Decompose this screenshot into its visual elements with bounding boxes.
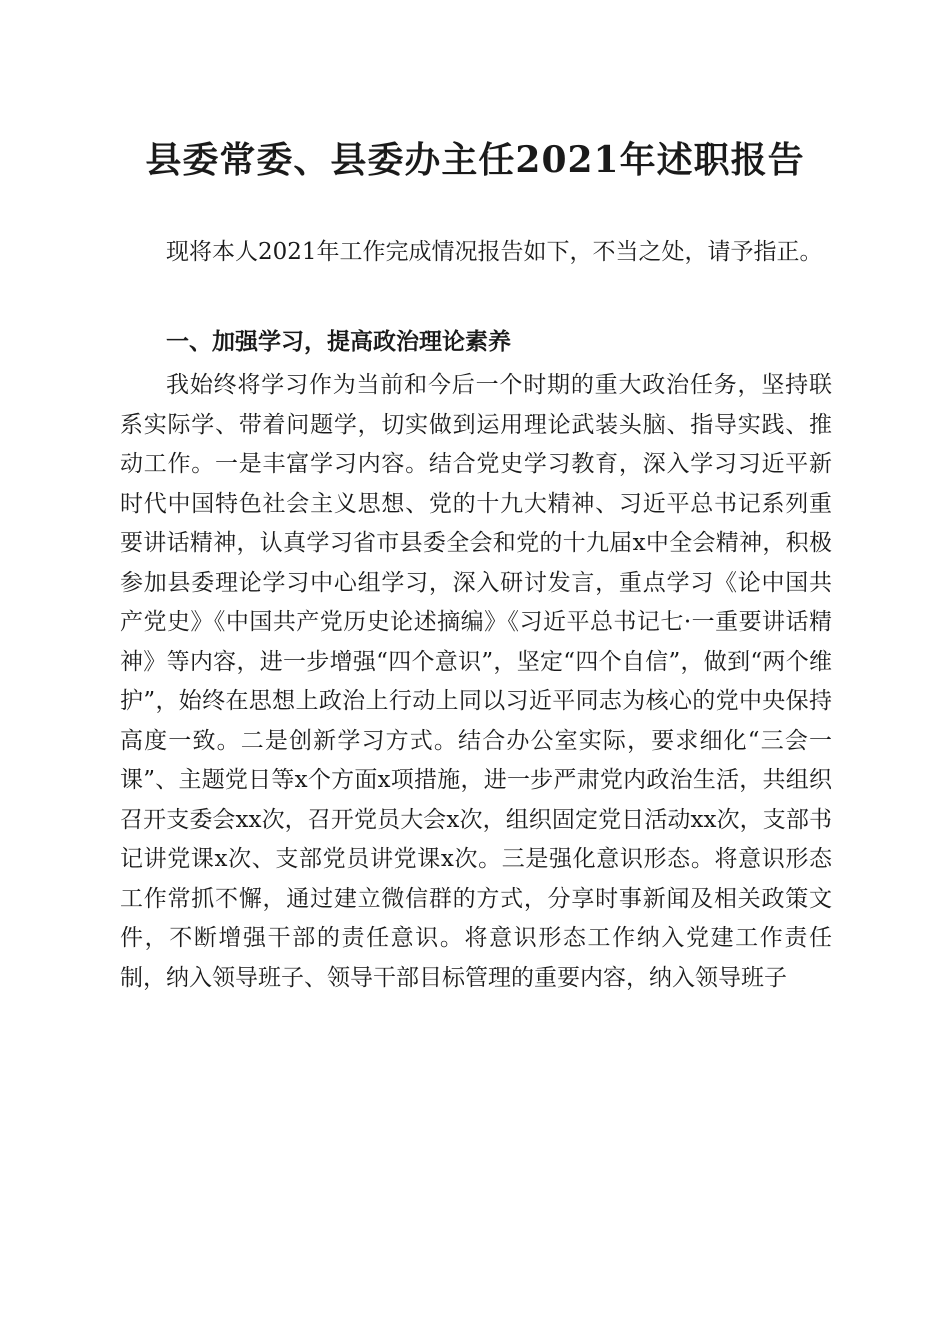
intro-paragraph: 现将本人2021年工作完成情况报告如下，不当之处，请予指正。 <box>166 239 823 265</box>
section-heading: 一、加强学习，提高政治理论素养 <box>166 329 511 355</box>
section-paragraph: 我始终将学习作为当前和今后一个时期的重大政治任务，坚持联系实际学、带着问题学，切实做到运用理论武装头脑、指导实践、推动工作。一是丰富学习内容。结合党史学习教育，深入学习习近平新时代中国特色社会主义思想、党的十九大精神、习近平总书记系列重要讲话精神，认真学习省市县委全会和党的十九届x中全会精神，积极参加县委理论学习中心组学习，深入研讨发言，重点学习《论中国共产党史》《中国共产党历史论述摘编》《习近平总书记七·一重要讲话精神》等内容，进一步增强“四个意识”，坚定“四个自信”，做到“两个维护”，始终在思想上政治上行动上同以习近平同志为核心的党中央保持高度一致。二是创新学习方式。结合办公室实际，要求细化“三会一课”、主题党日等x个方面x项措施，进一步严肃党内政治生活，共组织召开支委会xx次，召开党员大会x次，组织固定党日活动xx次，支部书记讲党课x次、支部党员讲党课x次。三是强化意识形态。将意识形态工作常抓不懈，通过建立微信群的方式，分享时事新闻及相关政策文件，不断增强干部的责任意识。将意识形态工作纳入党建工作责任制，纳入领导班子、领导干部目标管理的重要内容，纳入领导班子 <box>120 372 832 991</box>
document-title: 县委常委、县委办主任2021年述职报告 <box>145 139 805 181</box>
